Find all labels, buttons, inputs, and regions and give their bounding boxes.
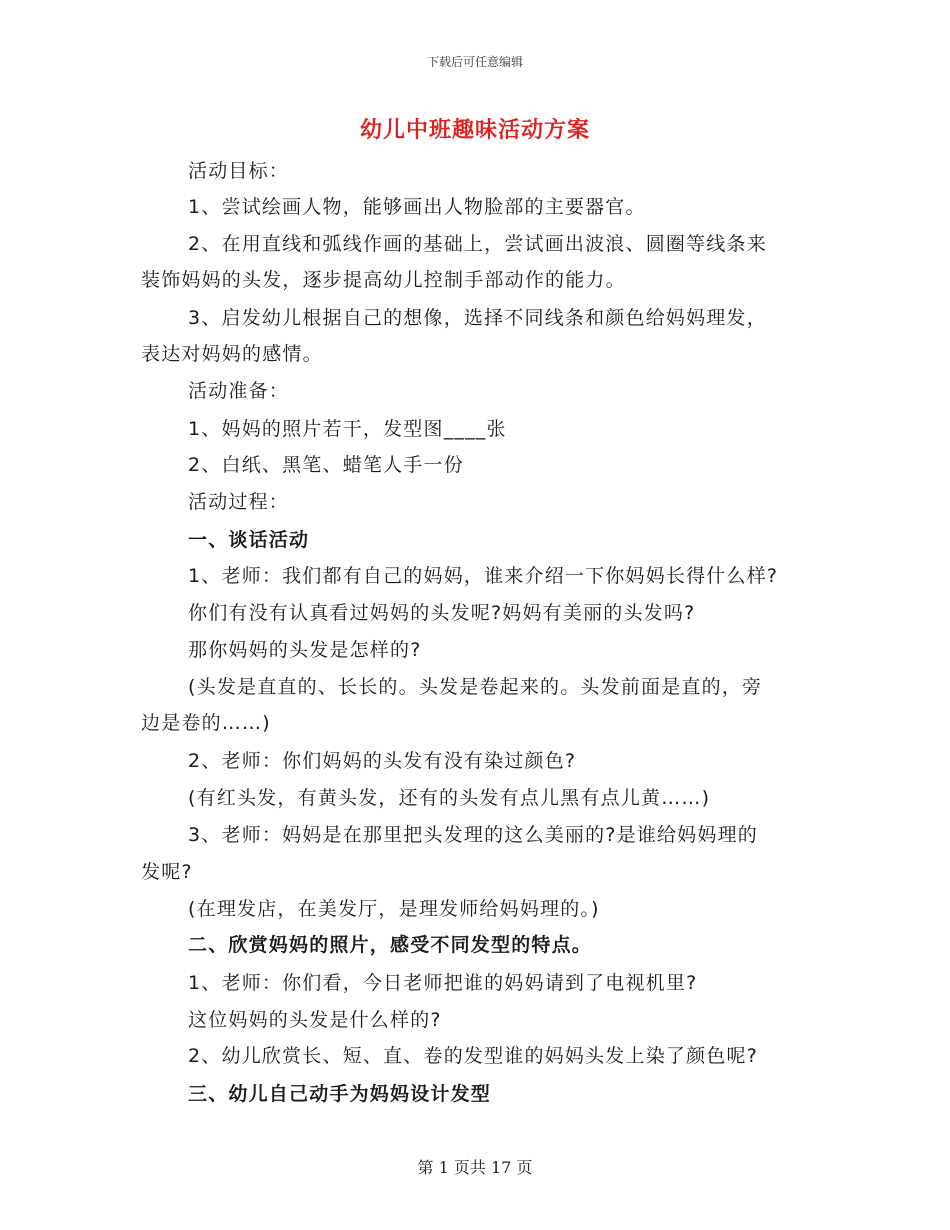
section-label-goals: 活动目标： [188,160,290,182]
paragraph-line: 1、老师：我们都有自己的妈妈，谁来介绍一下你妈妈长得什么样? [188,565,779,587]
paragraph-line: 边是卷的……) [141,712,271,734]
section-heading: 三、幼儿自己动手为妈妈设计发型 [188,1083,492,1105]
paragraph-line: 发呢? [141,861,193,883]
paragraph-line: 2、老师：你们妈妈的头发有没有染过颜色? [188,750,577,772]
paragraph-line: 2、在用直线和弧线作画的基础上，尝试画出波浪、圆圈等线条来 [188,233,767,255]
paragraph-line: (头发是直直的、长长的。头发是卷起来的。头发前面是直的，旁 [188,676,763,698]
paragraph-line: 1、妈妈的照片若干，发型图____张 [188,418,507,440]
paragraph-line: 你们有没有认真看过妈妈的头发呢?妈妈有美丽的头发吗? [188,602,696,624]
paragraph-line: (有红头发，有黄头发，还有的头发有点儿黑有点儿黄……) [188,787,711,809]
header-note: 下载后可任意编辑 [426,55,523,69]
paragraph-line: 这位妈妈的头发是什么样的? [188,1009,442,1031]
paragraph-line: 2、白纸、黑笔、蜡笔人手一份 [188,454,464,476]
paragraph-line: 3、老师：妈妈是在那里把头发理的这么美丽的?是谁给妈妈理的 [188,824,758,846]
paragraph-line: 3、启发幼儿根据自己的想像，选择不同线条和颜色给妈妈理发， [188,307,767,329]
section-label-process: 活动过程： [188,491,290,513]
paragraph-line: (在理发店，在美发厅，是理发师给妈妈理的。) [188,898,600,920]
paragraph-line: 那你妈妈的头发是怎样的? [188,639,422,661]
document-title: 幼儿中班趣味活动方案 [359,118,590,143]
paragraph-line: 1、老师：你们看，今日老师把谁的妈妈请到了电视机里? [188,972,698,994]
section-heading: 一、谈话活动 [188,529,310,551]
paragraph-line: 装饰妈妈的头发，逐步提高幼儿控制手部动作的能力。 [141,269,626,291]
paragraph-line: 表达对妈妈的感情。 [141,343,323,365]
section-label-preparation: 活动准备： [188,380,290,402]
section-heading: 二、欣赏妈妈的照片，感受不同发型的特点。 [188,934,593,956]
paragraph-line: 2、幼儿欣赏长、短、直、卷的发型谁的妈妈头发上染了颜色呢? [188,1045,758,1067]
paragraph-line: 1、尝试绘画人物，能够画出人物脸部的主要器官。 [188,196,646,218]
page-number: 第 1 页共 17 页 [417,1158,533,1177]
